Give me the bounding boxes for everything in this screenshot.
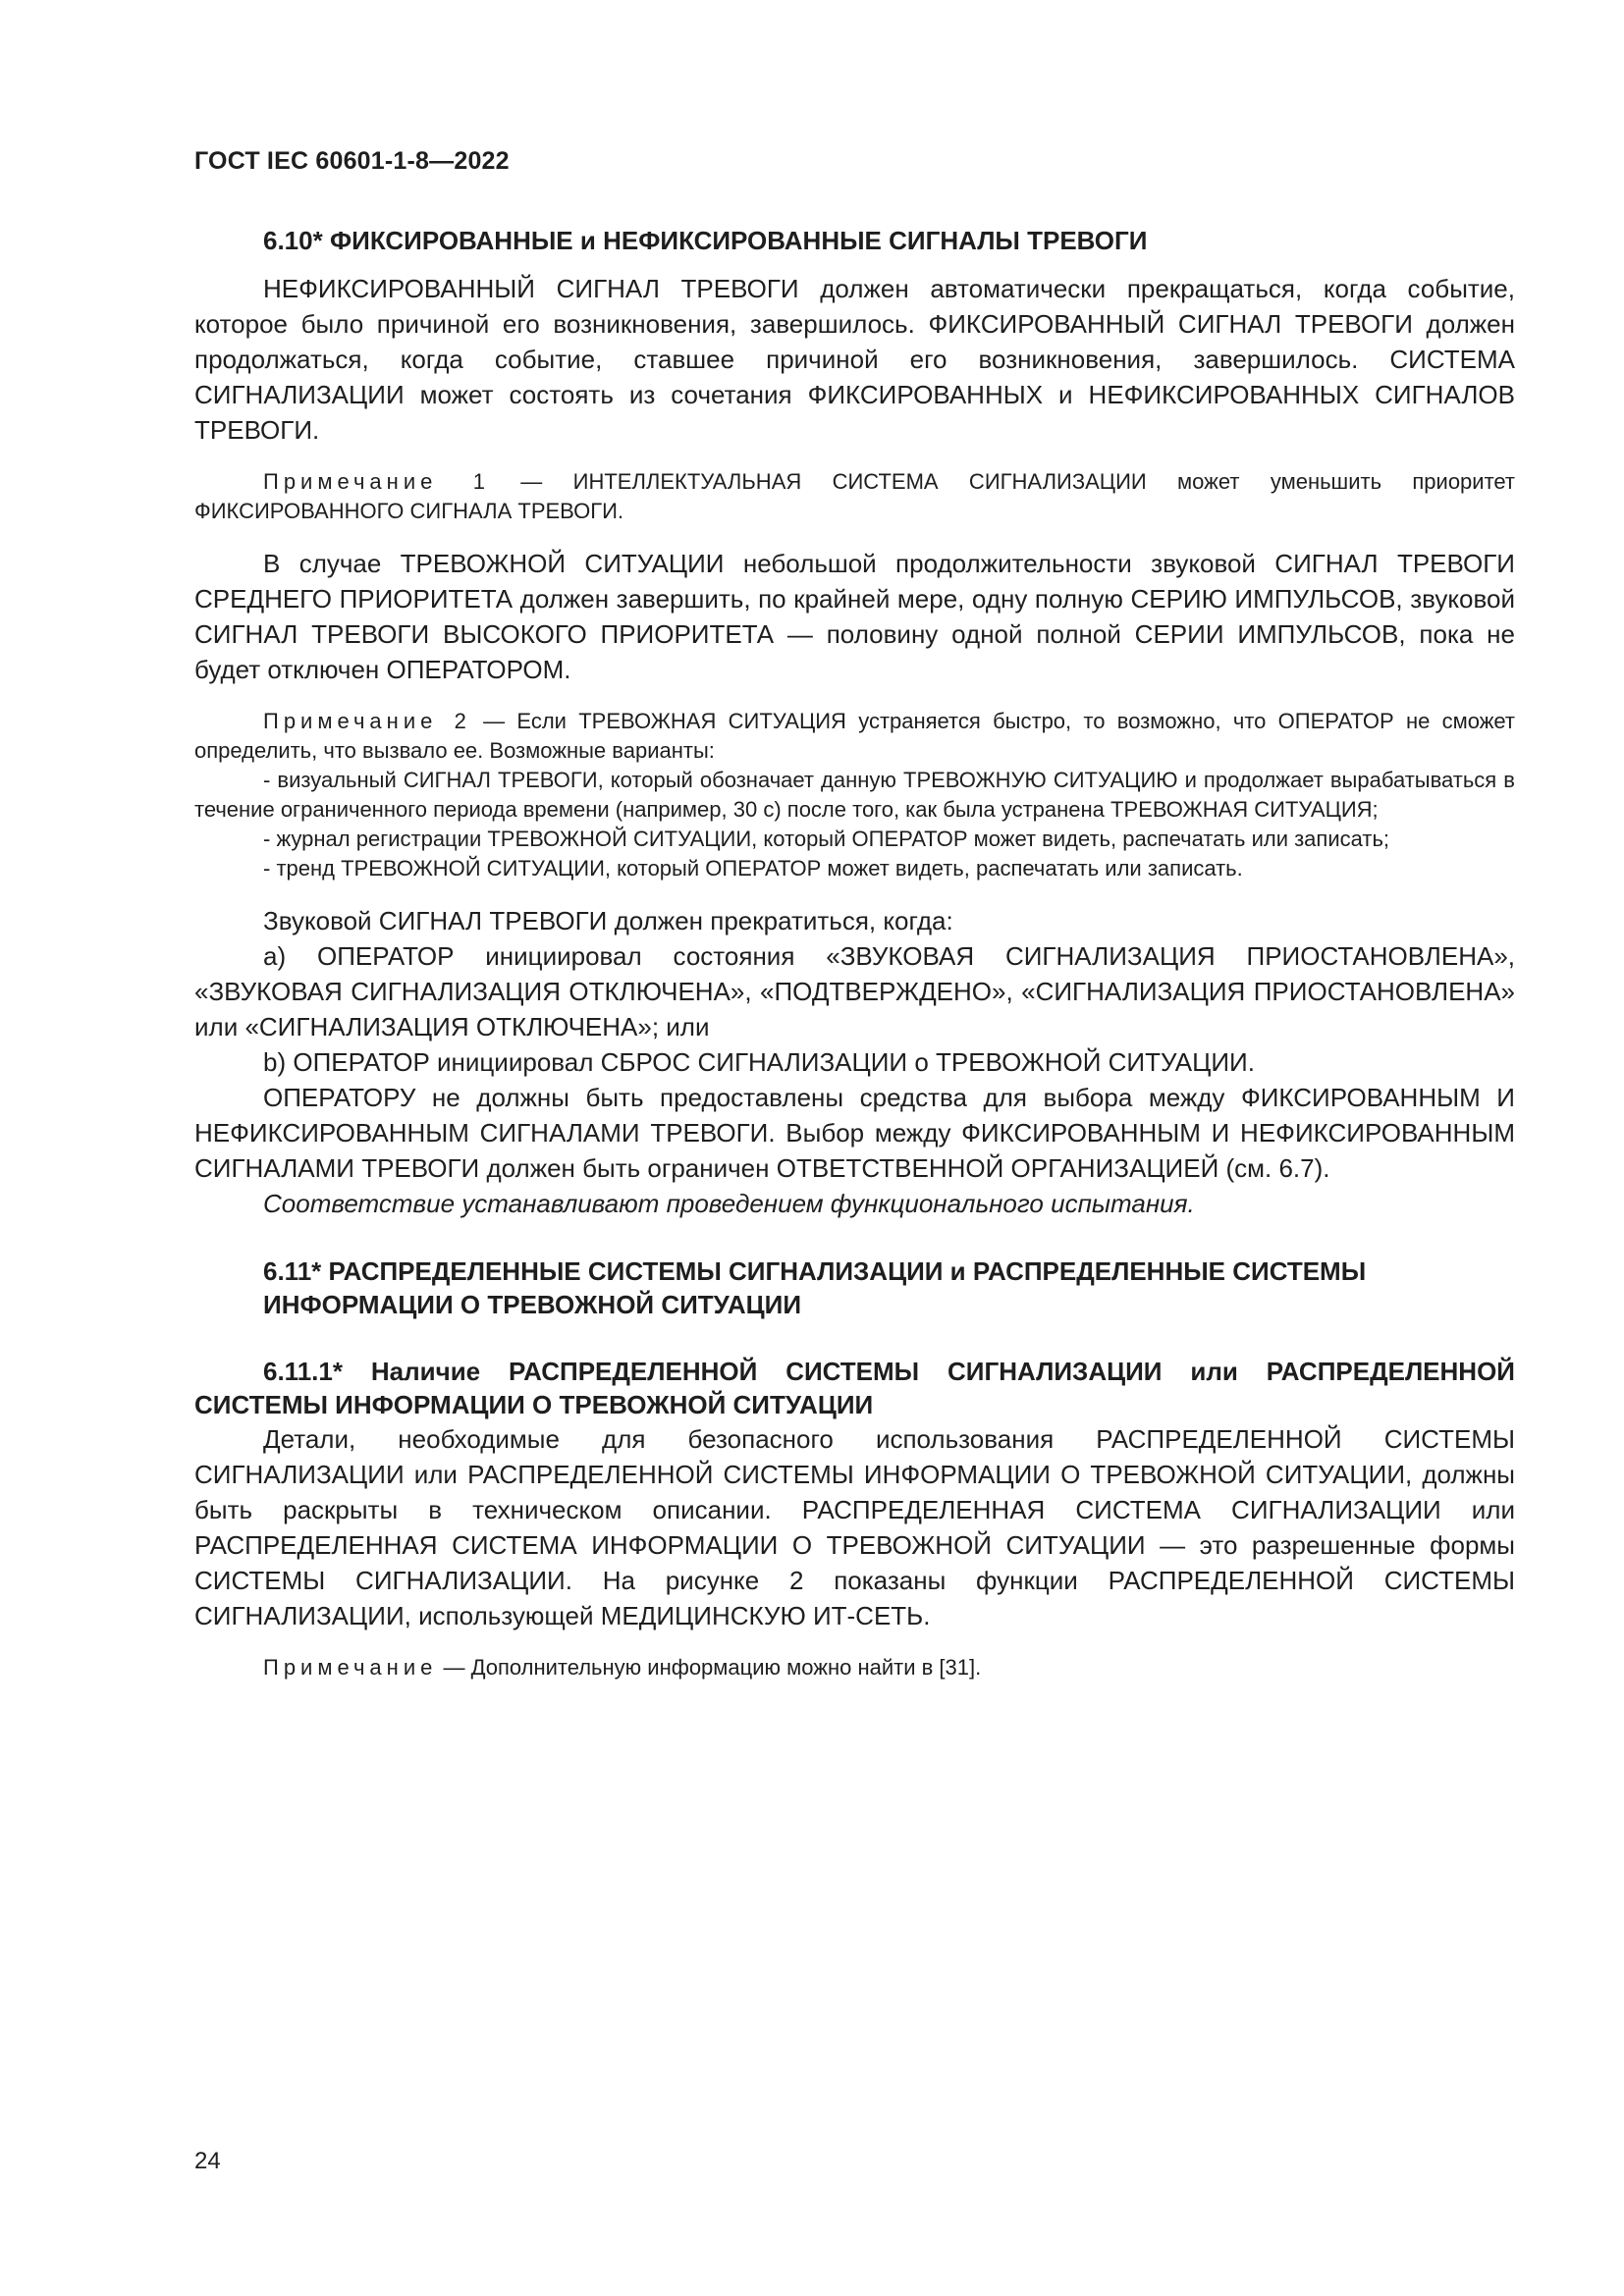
- note-3-label: Примечание: [263, 1655, 438, 1680]
- list-item-b: b) ОПЕРАТОР инициировал СБРОС СИГНАЛИЗАЦИИ о ТРЕВОЖНОЙ СИТУАЦИИ.: [263, 1047, 1255, 1077]
- section-6-11-heading-line-1: 6.11* РАСПРЕДЕЛЕННЫЕ СИСТЕМЫ СИГНАЛИЗАЦИИ и РАСПРЕДЕЛЕННЫЕ СИСТЕМЫ: [263, 1256, 1367, 1286]
- note-2-text: — Если ТРЕВОЖНАЯ СИТУАЦИЯ устраняется быстро, то возможно, что ОПЕРАТОР не сможет определить, что вызвало ее. Возможные варианты:: [194, 709, 1516, 763]
- section-6-11-1-heading: 6.11.1* Наличие РАСПРЕДЕЛЕННОЙ СИСТЕМЫ СИГНАЛИЗАЦИИ или РАСПРЕДЕЛЕННОЙ СИСТЕМЫ ИНФОРМАЦИИ О ТРЕВОЖНОЙ СИТУАЦИИ: [194, 1357, 1515, 1419]
- note-2-item: - тренд ТРЕВОЖНОЙ СИТУАЦИИ, который ОПЕРАТОР может видеть, распечатать или записать.: [263, 856, 1243, 881]
- section-6-11-1-paragraph-1: Детали, необходимые для безопасного использования РАСПРЕДЕЛЕННОЙ СИСТЕМЫ СИГНАЛИЗАЦИИ или РАСПРЕДЕЛЕННОЙ СИСТЕМЫ ИНФОРМАЦИИ О ТРЕВОЖНОЙ СИТУАЦИИ, должны быть раскрыты в техническом описании. РАСПРЕДЕЛЕННАЯ СИСТЕМА СИГНАЛИЗАЦИИ или РАСПРЕДЕЛЕННАЯ СИСТЕМА ИНФОРМАЦИИ О ТРЕВОЖНОЙ СИТУАЦИИ — это разрешенные формы СИСТЕМЫ СИГНАЛИЗАЦИИ. На рисунке 2 показаны функции РАСПРЕДЕЛЕННОЙ СИСТЕМЫ СИГНАЛИЗАЦИИ, использующей МЕДИЦИНСКУЮ ИТ-СЕТЬ.: [194, 1424, 1515, 1630]
- note-1-text: — ИНТЕЛЛЕКТУАЛЬНАЯ СИСТЕМА СИГНАЛИЗАЦИИ может уменьшить приоритет ФИКСИРОВАННОГО СИГНАЛА ТРЕВОГИ.: [194, 469, 1515, 523]
- section-6-10-paragraph-1: НЕФИКСИРОВАННЫЙ СИГНАЛ ТРЕВОГИ должен автоматически прекращаться, когда событие, которое было причиной его возникновения, завершилось. ФИКСИРОВАННЫЙ СИГНАЛ ТРЕВОГИ должен продолжаться, когда событие, ставшее причиной его возникновения, завершилось. СИСТЕМА СИГНАЛИЗАЦИИ может состоять из сочетания ФИКСИРОВАННЫХ и НЕФИКСИРОВАННЫХ СИГНАЛОВ ТРЕВОГИ.: [194, 274, 1515, 445]
- compliance-statement: Соответствие устанавливают проведением функционального испытания.: [263, 1189, 1195, 1218]
- page-content: [194, 224, 1515, 1682]
- note-2: [194, 707, 1515, 766]
- section-6-10-paragraph-2: В случае ТРЕВОЖНОЙ СИТУАЦИИ небольшой продолжительности звуковой СИГНАЛ ТРЕВОГИ СРЕДНЕГО ПРИОРИТЕТА должен завершить, по крайней мере, одну полную СЕРИЮ ИМПУЛЬСОВ, звуковой СИГНАЛ ТРЕВОГИ ВЫСОКОГО ПРИОРИТЕТА — половину одной полной СЕРИИ ИМПУЛЬСОВ, пока не будет отключен ОПЕРАТОРОМ.: [194, 549, 1515, 684]
- note-2-label: Примечание 2: [263, 709, 471, 733]
- list-item-a: a) ОПЕРАТОР инициировал состояния «ЗВУКОВАЯ СИГНАЛИЗАЦИЯ ПРИОСТАНОВЛЕНА», «ЗВУКОВАЯ СИГНАЛИЗАЦИЯ ОТКЛЮЧЕНА», «ПОДТВЕРЖДЕНО», «СИГНАЛИЗАЦИЯ ПРИОСТАНОВЛЕНА» или «СИГНАЛИЗАЦИЯ ОТКЛЮЧЕНА»; или: [194, 941, 1515, 1041]
- note-3: [194, 1653, 1515, 1682]
- document-header: ГОСТ IEC 60601-1-8—2022: [194, 147, 510, 175]
- note-1: [194, 467, 1515, 526]
- note-2-item: - журнал регистрации ТРЕВОЖНОЙ СИТУАЦИИ, который ОПЕРАТОР может видеть, распечатать или записать;: [263, 827, 1390, 851]
- note-2-item: - визуальный СИГНАЛ ТРЕВОГИ, который обозначает данную ТРЕВОЖНУЮ СИТУАЦИЮ и продолжает вырабатываться в течение ограниченного периода времени (например, 30 с) после того, как была устранена ТРЕВОЖНАЯ СИТУАЦИЯ;: [194, 768, 1515, 822]
- section-6-10-paragraph-4: ОПЕРАТОРУ не должны быть предоставлены средства для выбора между ФИКСИРОВАННЫМ И НЕФИКСИРОВАННЫМ СИГНАЛАМИ ТРЕВОГИ. Выбор между ФИКСИРОВАННЫМ И НЕФИКСИРОВАННЫМ СИГНАЛАМИ ТРЕВОГИ должен быть ограничен ОТВЕТСТВЕННОЙ ОРГАНИЗАЦИЕЙ (см. 6.7).: [194, 1083, 1515, 1183]
- page-number: 24: [194, 2148, 221, 2174]
- note-1-label: Примечание 1: [263, 469, 490, 494]
- note-3-text: — Дополнительную информацию можно найти в [31].: [437, 1655, 982, 1680]
- section-6-11-heading-line-2: ИНФОРМАЦИИ О ТРЕВОЖНОЙ СИТУАЦИИ: [263, 1290, 802, 1319]
- section-6-11-heading: [194, 1255, 1515, 1321]
- section-6-10-heading: 6.10* ФИКСИРОВАННЫЕ и НЕФИКСИРОВАННЫЕ СИГНАЛЫ ТРЕВОГИ: [263, 226, 1148, 255]
- section-6-10-paragraph-3: Звуковой СИГНАЛ ТРЕВОГИ должен прекратиться, когда:: [263, 906, 953, 935]
